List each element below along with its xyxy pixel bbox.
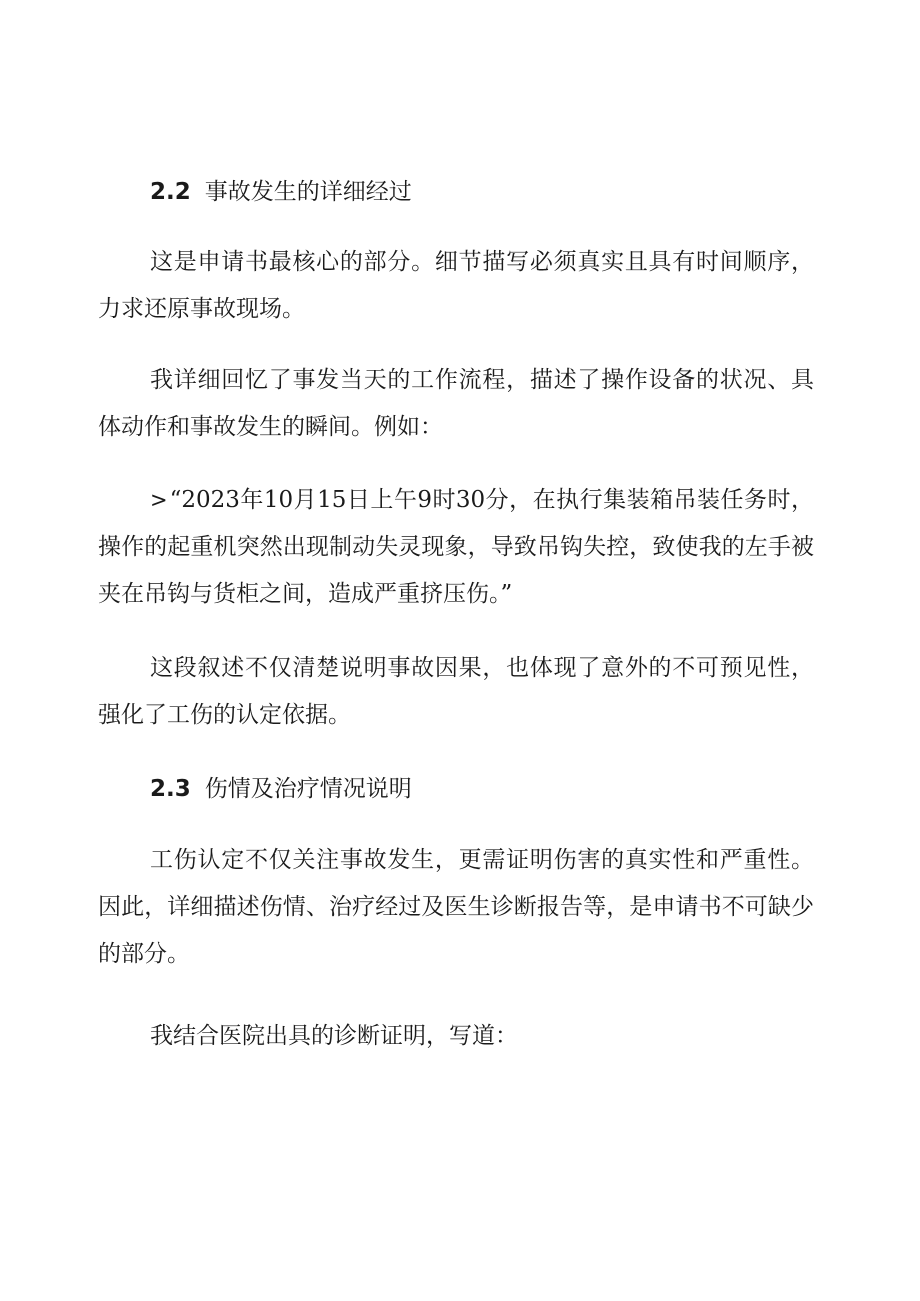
paragraph: 这段叙述不仅清楚说明事故因果，也体现了意外的不可预见性，强化了工伤的认定依据。 [98, 655, 814, 728]
paragraph: 我详细回忆了事发当天的工作流程，描述了操作设备的状况、具体动作和事故发生的瞬间。例如： [98, 367, 814, 440]
section-title: 伤情及治疗情况说明 [204, 776, 412, 802]
section-heading-2-3 [150, 774, 412, 804]
quote-marker-icon: > [150, 488, 168, 512]
paragraph: 这是申请书最核心的部分。细节描写必须真实且具有时间顺序，力求还原事故现场。 [98, 249, 814, 322]
section-heading-2-2 [150, 177, 412, 207]
section-number: 2.2 [150, 179, 191, 205]
quote-paragraph [98, 477, 814, 618]
paragraph: 工伤认定不仅关注事故发生，更需证明伤害的真实性和严重性。因此，详细描述伤情、治疗经过及医生诊断报告等，是申请书不可缺少的部分。 [98, 847, 814, 967]
section-title: 事故发生的详细经过 [204, 179, 412, 205]
section-number: 2.3 [150, 776, 191, 802]
paragraph: 我结合医院出具的诊断证明，写道： [150, 1023, 518, 1049]
quote-text: “2023年10月15日上午9时30分，在执行集装箱吊装任务时，操作的起重机突然出现制动失灵现象，导致吊钩失控，致使我的左手被夹在吊钩与货柜之间，造成严重挤压伤。” [98, 487, 814, 607]
